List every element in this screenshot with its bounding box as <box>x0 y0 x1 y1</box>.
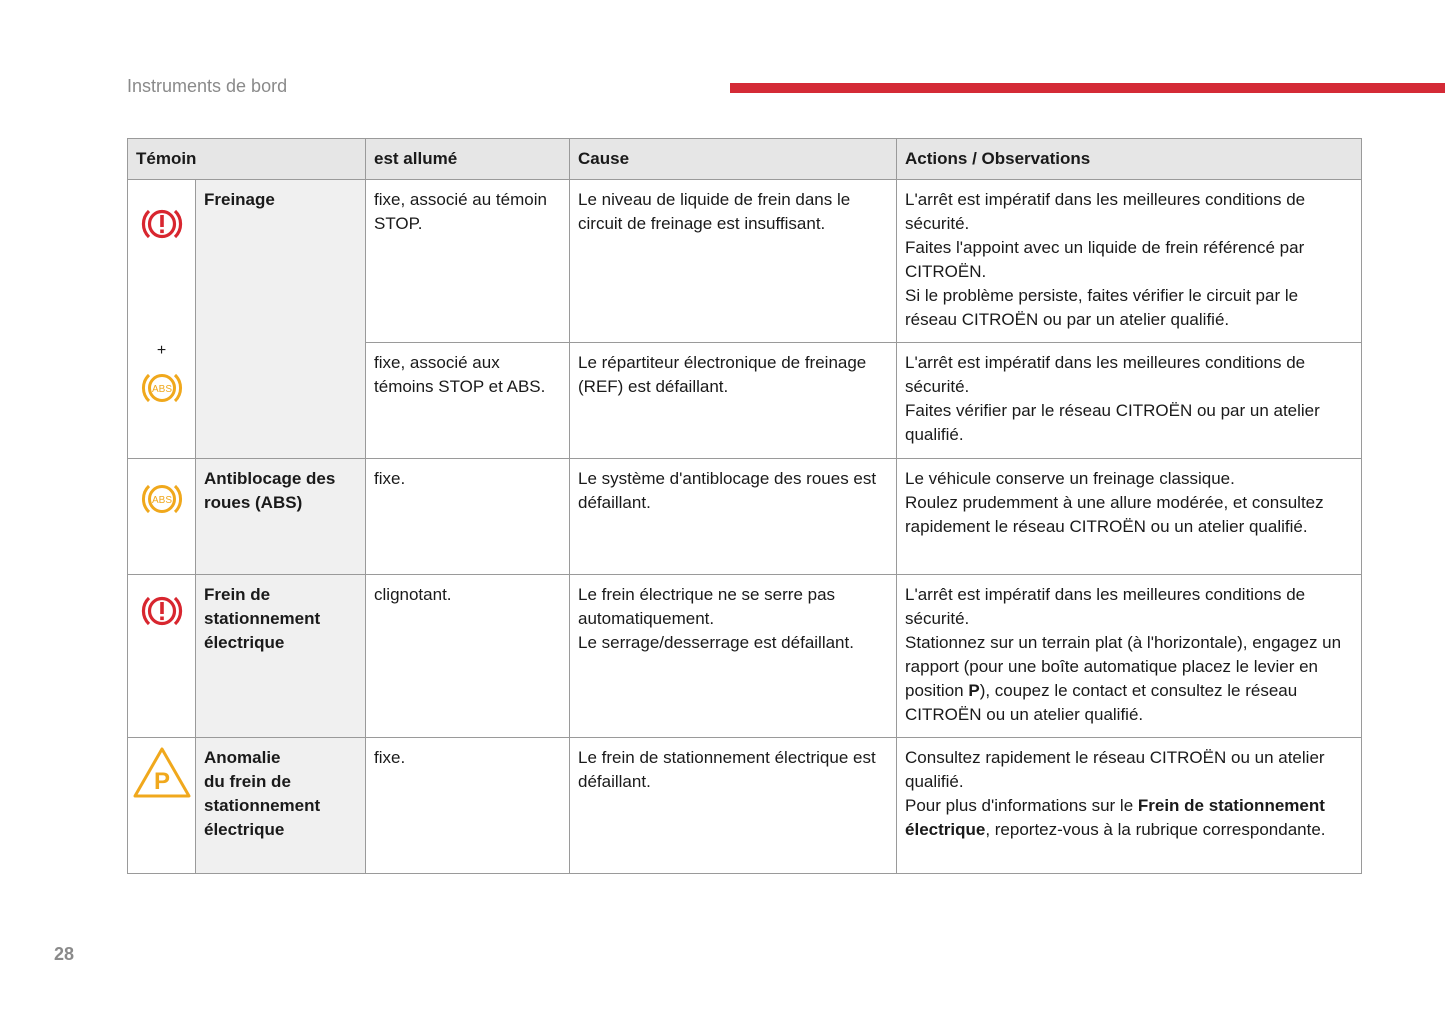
freinage-cause-2: Le répartiteur électronique de freinage (REF) est défaillant. <box>570 343 897 459</box>
parking-cause: Le frein électrique ne se serre pas automatiquement. Le serrage/desserrage est défaillant. <box>570 575 897 738</box>
header-temoin: Témoin <box>128 139 366 180</box>
freinage-actions-1: L'arrêt est impératif dans les meilleures conditions de sécurité. Faites l'appoint avec un liquide de frein référencé par CITROËN. Si le problème persiste, faites vérifier le circuit par le réseau CITROËN ou par un atelier qualifié. <box>897 180 1362 343</box>
abs-icon-label: ABS <box>151 384 172 395</box>
freinage-icons-cell <box>128 180 196 459</box>
freinage-cause-1: Le niveau de liquide de frein dans le circuit de freinage est insuffisant. <box>570 180 897 343</box>
brake-warning-icon <box>138 204 186 244</box>
header-accent-bar <box>730 83 1445 93</box>
plus-sign: + <box>156 342 167 359</box>
anomaly-name: Anomalie du frein de stationnement électrique <box>196 738 366 874</box>
abs-cause: Le système d'antiblocage des roues est défaillant. <box>570 459 897 575</box>
abs-actions: Le véhicule conserve un freinage classique. Roulez prudemment à une allure modérée, et consultez rapidement le réseau CITROËN ou un atelier qualifié. <box>897 459 1362 575</box>
freinage-name: Freinage <box>196 180 366 459</box>
header-cause: Cause <box>570 139 897 180</box>
section-title: Instruments de bord <box>127 76 288 96</box>
parking-actions-bold: P <box>968 681 980 700</box>
parking-brake-fault-icon <box>132 746 192 800</box>
abs-icon <box>138 479 186 519</box>
table-header-row <box>128 139 1362 180</box>
freinage-actions-2: L'arrêt est impératif dans les meilleures conditions de sécurité. Faites vérifier par le réseau CITROËN ou par un atelier qualifié. <box>897 343 1362 459</box>
brake-warning-icon <box>138 591 186 631</box>
parking-icon-cell <box>128 575 196 738</box>
table-row <box>128 575 1362 738</box>
parking-state: clignotant. <box>366 575 570 738</box>
table-row <box>128 459 1362 575</box>
parking-actions <box>897 575 1362 738</box>
anomaly-actions <box>897 738 1362 874</box>
anomaly-state: fixe. <box>366 738 570 874</box>
anomaly-cause: Le frein de stationnement électrique est défaillant. <box>570 738 897 874</box>
anomaly-icon-cell <box>128 738 196 874</box>
header-est-allume: est allumé <box>366 139 570 180</box>
freinage-state-2: fixe, associé aux témoins STOP et ABS. <box>366 343 570 459</box>
anomaly-actions-text-1: Consultez rapidement le réseau CITROËN ou un atelier qualifié. Pour plus d'informations sur le <box>905 748 1325 815</box>
abs-icon <box>138 368 186 408</box>
table-row <box>128 738 1362 874</box>
abs-icon-cell <box>128 459 196 575</box>
parking-actions-text-1: L'arrêt est impératif dans les meilleures conditions de sécurité. Stationnez sur un terrain plat (à l'horizontale), engagez un rapport (pour une boîte automatique placez le levier en position <box>905 585 1342 700</box>
parking-name: Frein de stationnement électrique <box>196 575 366 738</box>
anomaly-actions-bold: Frein de stationnement électrique <box>905 796 1325 839</box>
freinage-state-1: fixe, associé au témoin STOP. <box>366 180 570 343</box>
abs-icon-label: ABS <box>151 495 172 506</box>
parking-fault-icon-label: P <box>153 768 170 795</box>
warning-lights-table <box>127 138 1362 874</box>
page-number: 28 <box>54 944 75 964</box>
anomaly-actions-text-2: , reportez-vous à la rubrique correspondante. <box>985 820 1326 839</box>
header-actions: Actions / Observations <box>897 139 1362 180</box>
abs-name: Antiblocage des roues (ABS) <box>196 459 366 575</box>
parking-actions-text-2: ), coupez le contact et consultez le réseau CITROËN ou un atelier qualifié. <box>905 681 1298 724</box>
table-row <box>128 180 1362 343</box>
abs-state: fixe. <box>366 459 570 575</box>
